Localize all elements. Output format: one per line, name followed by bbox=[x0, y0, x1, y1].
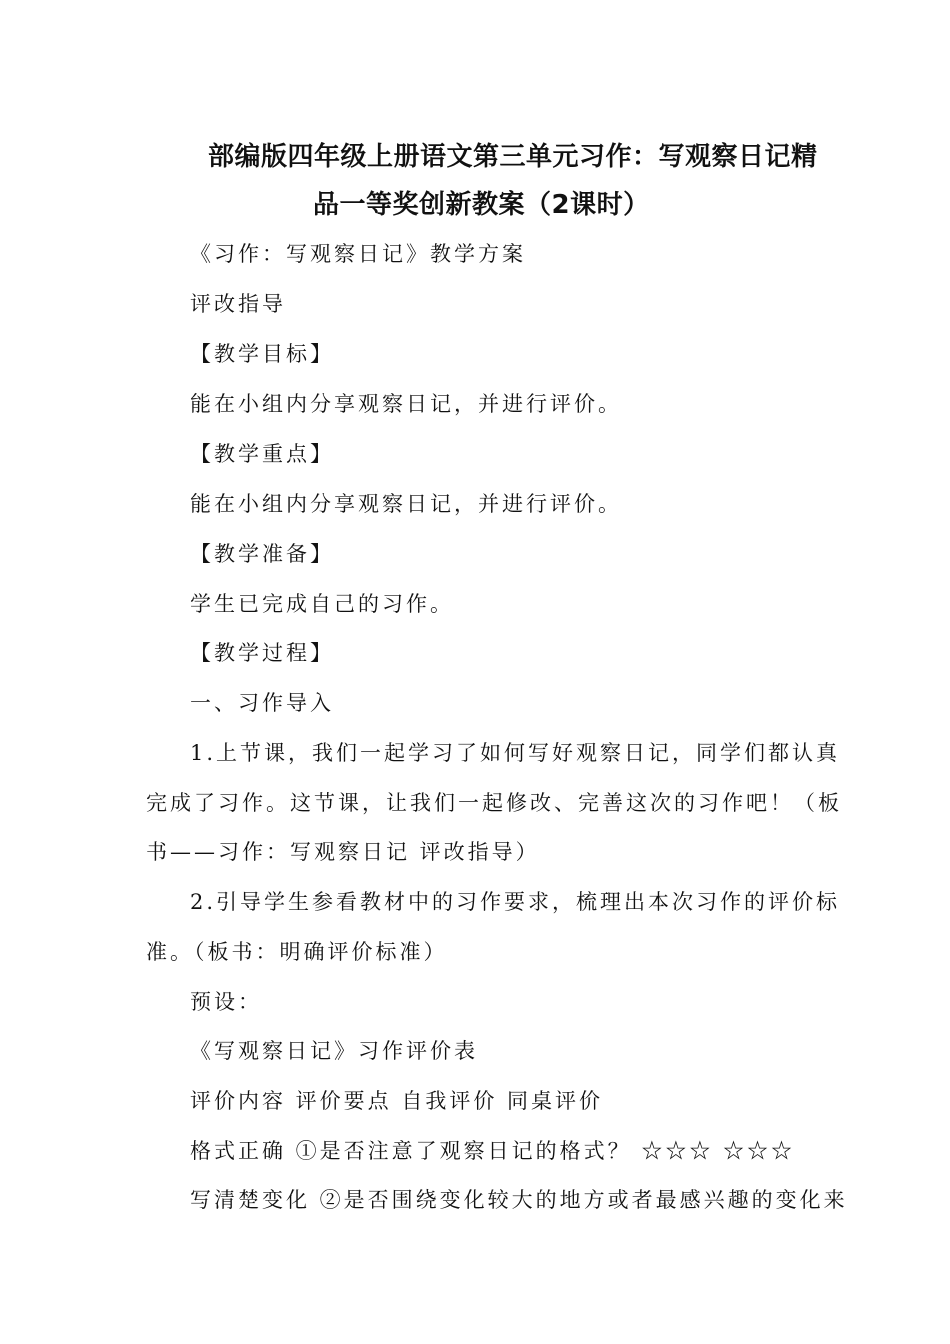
teaching-goal-heading: 【教学目标】 bbox=[190, 342, 334, 366]
evaluation-table-title: 《写观察日记》习作评价表 bbox=[190, 1039, 478, 1063]
paragraph-2-line-1: 2.引导学生参看教材中的习作要求，梳理出本次习作的评价标 bbox=[190, 890, 841, 914]
paragraph-1-line-2: 完成了习作。这节课，让我们一起修改、完善这次的习作吧！（板 bbox=[146, 791, 842, 815]
teaching-prep-text: 学生已完成自己的习作。 bbox=[190, 592, 454, 616]
evaluation-table-row: 格式正确 ①是否注意了观察日记的格式？ ☆☆☆ ☆☆☆ bbox=[190, 1139, 796, 1163]
paragraph-2-line-2: 准。（板书：明确评价标准） bbox=[146, 940, 448, 964]
teaching-focus-heading: 【教学重点】 bbox=[190, 442, 334, 466]
section-label: 评改指导 bbox=[190, 292, 286, 316]
step-one-heading: 一、习作导入 bbox=[190, 691, 334, 715]
teaching-prep-heading: 【教学准备】 bbox=[190, 542, 334, 566]
paragraph-1-line-1: 1.上节课，我们一起学习了如何写好观察日记，同学们都认真 bbox=[190, 741, 841, 765]
evaluation-table-header: 评价内容 评价要点 自我评价 同桌评价 bbox=[190, 1089, 604, 1113]
lesson-plan-subtitle: 《习作：写观察日记》教学方案 bbox=[190, 242, 526, 266]
teaching-focus-text: 能在小组内分享观察日记，并进行评价。 bbox=[190, 492, 622, 516]
document-title-line-2: 品一等奖创新教案（2课时） bbox=[313, 190, 650, 220]
teaching-goal-text: 能在小组内分享观察日记，并进行评价。 bbox=[190, 392, 622, 416]
teaching-process-heading: 【教学过程】 bbox=[190, 641, 334, 665]
document-title-line-1: 部编版四年级上册语文第三单元习作：写观察日记精 bbox=[208, 142, 818, 172]
paragraph-1-line-3: 书——习作：写观察日记 评改指导） bbox=[146, 840, 540, 864]
evaluation-table-row: 写清楚变化 ②是否围绕变化较大的地方或者最感兴趣的变化来 bbox=[190, 1188, 848, 1212]
preset-label: 预设： bbox=[190, 990, 262, 1014]
